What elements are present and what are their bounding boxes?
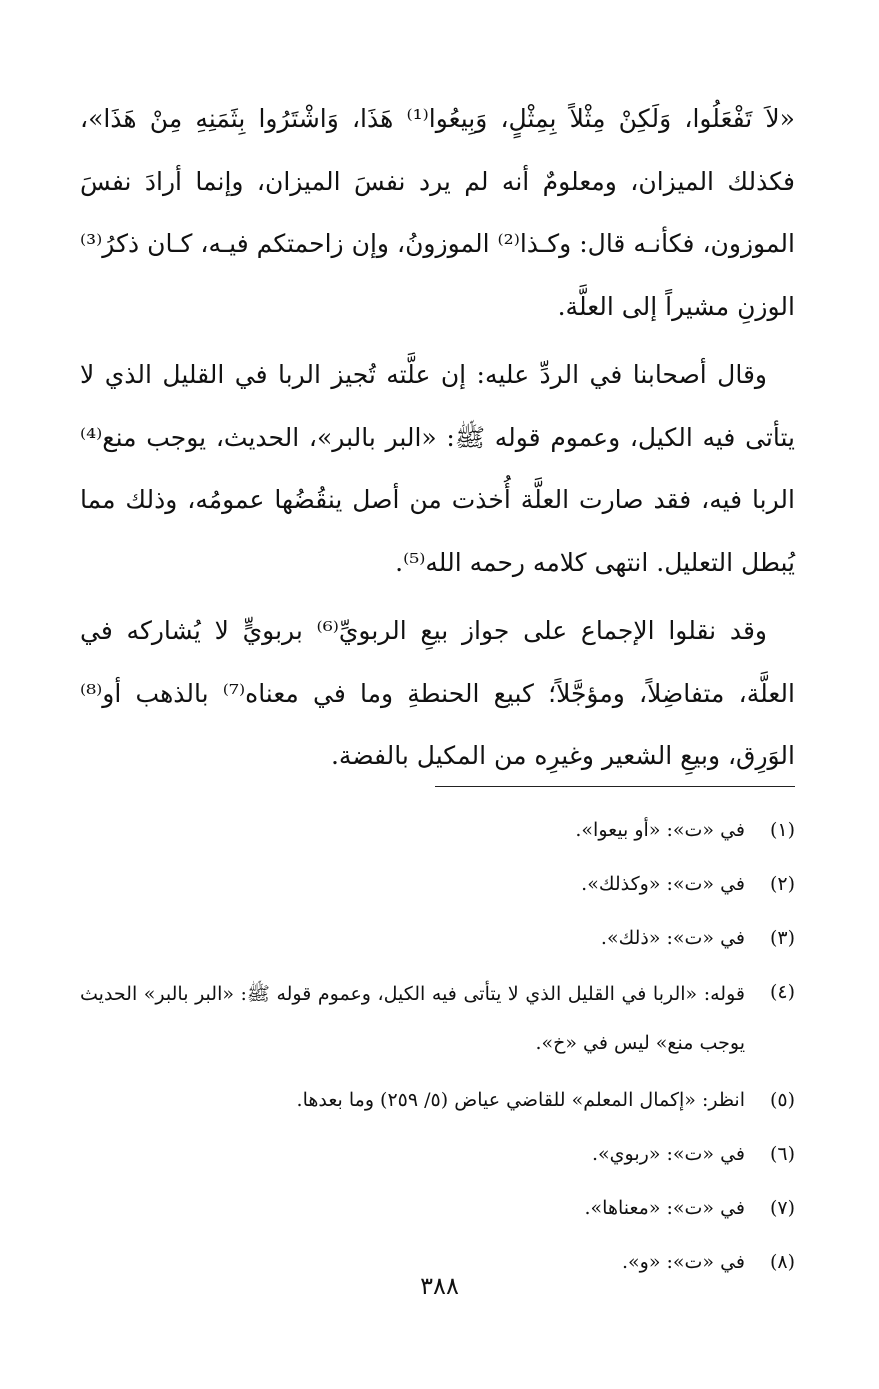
footnote-text: في «ت»: «وكذلك». [581,873,745,895]
footnote-1 [80,808,795,852]
footnote-5 [80,1078,795,1122]
footnote-text: في «ت»: «ربوي». [592,1143,745,1165]
footnote-4 [80,970,795,1068]
footnote-text: في «ت»: «ذلك». [600,927,745,949]
footnote-divider [435,786,795,787]
footnote-number: (٧) [769,1197,795,1219]
paragraph-2: وقال أصحابنا في الردِّ عليه: إن علَّته تُجيز الربا في القليل الذي لا يتأتى فيه الكيل، وعموم قوله ﷺ: «البر بالبر»، الحديث، يوجب منع⁽⁴⁾ الربا فيه، فقد صارت العلَّة أُخذت من أصل ينقُضُها عمومُه، وذلك مما يُبطل التعليل. انتهى كلامه رحمه الله⁽⁵⁾. [80,360,795,577]
page-body [80,88,795,1273]
footnote-text: قوله: «الربا في القليل الذي لا يتأتى فيه الكيل، وعموم قوله ﷺ: «البر بالبر» الحديث يوجب منع» ليس في «خ». [80,983,745,1054]
footnote-number: (٢) [769,873,795,895]
footnotes [80,808,795,1284]
paragraph-3: وقد نقلوا الإجماع على جواز بيعِ الربويِّ⁽⁶⁾ بربويٍّ لا يُشاركه في العلَّة، متفاضِلاً، ومؤجَّلاً؛ كبيع الحنطةِ وما في معناه⁽⁷⁾ بالذهب أو⁽⁸⁾ الوَرِق، وبيعِ الشعير وغيرِه من المكيل بالفضة. [80,616,795,770]
footnote-text: في «ت»: «أو بيعوا». [575,819,745,841]
footnote-6 [80,1132,795,1176]
footnote-text: في «ت»: «و». [622,1251,745,1273]
footnote-number: (١) [769,819,795,841]
footnote-text: في «ت»: «معناها». [584,1197,745,1219]
footnote-number: (٣) [769,927,795,949]
footnote-number: (٥) [769,1089,795,1111]
footnote-number: (٦) [769,1143,795,1165]
footnote-2 [80,862,795,906]
page-number: ٣٨٨ [420,1272,459,1300]
footnote-number: (٨) [769,1251,795,1273]
footnote-number: (٤) [769,981,795,1003]
footnote-3 [80,916,795,960]
footnote-7 [80,1186,795,1230]
paragraph-1: «لاَ تَفْعَلُوا، وَلَكِنْ مِثْلاً بِمِثْلٍ، وَبِيعُوا⁽¹⁾ هَذَا، وَاشْتَرُوا بِثَمَنِهِ مِنْ هَذَا»، فكذلك الميزان، ومعلومٌ أنه لم يرد نفسَ الميزان، وإنما أرادَ نفسَ الموزون، فكأنـه قال: وكـذا⁽²⁾ الموزونُ، وإن زاحمتكم فيـه، كـان ذكرُ⁽³⁾ الوزنِ مشيراً إلى العلَّة. [80,104,795,321]
footnote-text: انظر: «إكمال المعلم» للقاضي عياض (٥/ ٢٥٩) وما بعدها. [296,1089,745,1111]
